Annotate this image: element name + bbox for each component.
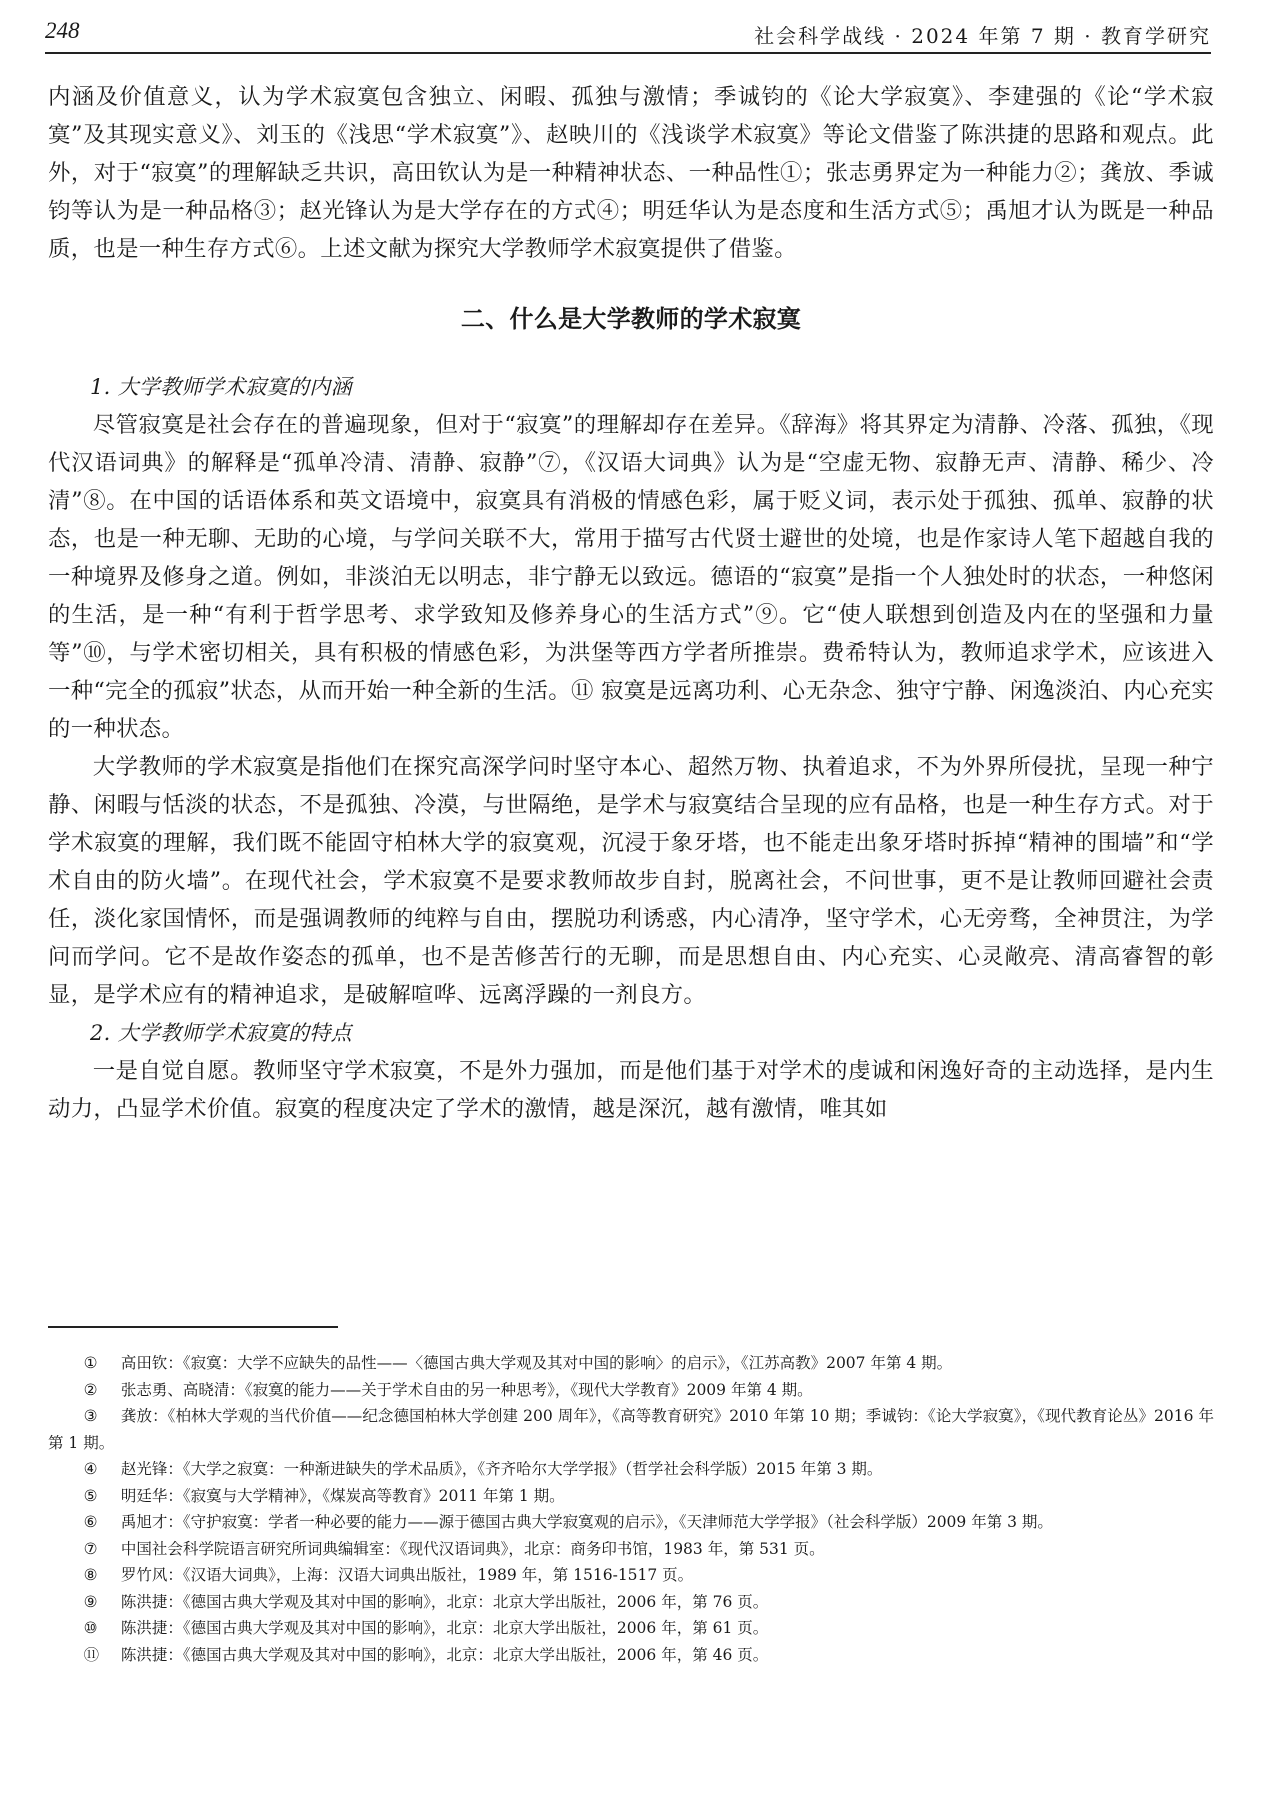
footnote — [48, 1483, 1214, 1510]
page-number: 248 — [45, 18, 80, 43]
footnote-text: 陈洪捷：《德国古典大学观及其对中国的影响》，北京：北京大学出版社，2006 年，第 61 页。 — [120, 1619, 769, 1637]
paragraph: 尽管寂寞是社会存在的普遍现象，但对于“寂寞”的理解却存在差异。《辞海》将其界定为清静、冷落、孤独，《现代汉语词典》的解释是“孤单冷清、清静、寂静”⑦，《汉语大词典》认为是“空虚无物、寂静无声、清静、稀少、冷清”⑧。在中国的话语体系和英文语境中，寂寞具有消极的情感色彩，属于贬义词，表示处于孤独、孤单、寂静的状态，也是一种无聊、无助的心境，与学问关联不大，常用于描写古代贤士避世的处境，也是作家诗人笔下超越自我的一种境界及修身之道。例如，非淡泊无以明志，非宁静无以致远。德语的“寂寞”是指一个人独处时的状态，一种悠闲的生活，是一种“有利于哲学思考、求学致知及修养身心的生活方式”⑨。它“使人联想到创造及内在的坚强和力量等”⑩，与学术密切相关，具有积极的情感色彩，为洪堡等西方学者所推崇。费希特认为，教师追求学术，应该进入一种“完全的孤寂”状态，从而开始一种全新的生活。⑪ 寂寞是远离功利、心无杂念、独守宁静、闲逸淡泊、内心充实的一种状态。 — [48, 412, 1214, 742]
footnote-text: 禹旭才：《守护寂寞：学者一种必要的能力——源于德国古典大学寂寞观的启示》，《天津师范大学学报》（社会科学版）2009 年第 3 期。 — [120, 1513, 1053, 1531]
running-header — [45, 12, 1211, 54]
footnote-text: 赵光锋：《大学之寂寞：一种渐进缺失的学术品质》，《齐齐哈尔大学学报》（哲学社会科学版）2015 年第 3 期。 — [120, 1460, 883, 1478]
footnote — [48, 1562, 1214, 1589]
footnote-text: 中国社会科学院语言研究所词典编辑室：《现代汉语词典》，北京：商务印书馆，1983 年，第 531 页。 — [120, 1539, 825, 1558]
footnote-marker: ⑦ — [83, 1539, 98, 1558]
main-text — [48, 78, 1214, 1128]
footnote-separator — [48, 1326, 338, 1328]
footnote-marker: ⑥ — [83, 1513, 98, 1531]
footnote — [48, 1403, 1214, 1456]
footnote-text: 高田钦：《寂寞：大学不应缺失的品性——〈德国古典大学观及其对中国的影响〉的启示》，《江苏高教》2007 年第 4 期。 — [120, 1354, 953, 1372]
footnote-marker: ⑨ — [83, 1592, 98, 1611]
subsection-heading: 2. 大学教师学术寂寞的特点 — [90, 1021, 352, 1045]
footnote — [48, 1509, 1214, 1536]
footnote-text: 罗竹风：《汉语大词典》，上海：汉语大词典出版社，1989 年，第 1516-1517 页。 — [120, 1566, 694, 1584]
section-title: 二、什么是大学教师的学术寂寞 — [460, 305, 802, 333]
footnote-marker: ② — [83, 1380, 98, 1399]
footnote — [48, 1377, 1214, 1404]
footnote-text: 陈洪捷：《德国古典大学观及其对中国的影响》，北京：北京大学出版社，2006 年，第 46 页。 — [120, 1645, 769, 1664]
footnote — [48, 1456, 1214, 1483]
subsection-heading: 1. 大学教师学术寂寞的内涵 — [90, 375, 352, 399]
footnote — [48, 1642, 1214, 1669]
footnote-marker: ① — [83, 1354, 98, 1372]
footnote-marker: ⑧ — [83, 1566, 98, 1584]
footnote-text: 明廷华：《寂寞与大学精神》，《煤炭高等教育》2011 年第 1 期。 — [120, 1486, 565, 1505]
footnote-text: 张志勇、高晓清：《寂寞的能力——关于学术自由的另一种思考》，《现代大学教育》2009 年第 4 期。 — [120, 1380, 813, 1399]
footnote-text: 龚放：《柏林大学观的当代价值——纪念德国柏林大学创建 200 周年》，《高等教育研究》2010 年第 10 期；季诚钧：《论大学寂寞》，《现代教育论丛》2016 年第 1 期。 — [48, 1407, 1214, 1452]
footnote — [48, 1350, 1214, 1377]
footnote-marker: ⑪ — [83, 1645, 100, 1664]
paragraph: 大学教师的学术寂寞是指他们在探究高深学问时坚守本心、超然万物、执着追求，不为外界所侵扰，呈现一种宁静、闲暇与恬淡的状态，不是孤独、冷漠，与世隔绝，是学术与寂寞结合呈现的应有品格，也是一种生存方式。对于学术寂寞的理解，我们既不能固守柏林大学的寂寞观，沉浸于象牙塔，也不能走出象牙塔时拆掉“精神的围墙”和“学术自由的防火墙”。在现代社会，学术寂寞不是要求教师故步自封，脱离社会，不问世事，更不是让教师回避社会责任，淡化家国情怀，而是强调教师的纯粹与自由，摆脱功利诱惑，内心清净，坚守学术，心无旁骛，全神贯注，为学问而学问。它不是故作姿态的孤单，也不是苦修苦行的无聊，而是思想自由、内心充实、心灵敞亮、清高睿智的彰显，是学术应有的精神追求，是破解喧哗、远离浮躁的一剂良方。 — [48, 754, 1214, 1008]
footnote-marker: ⑤ — [83, 1486, 98, 1505]
footnote-text: 陈洪捷：《德国古典大学观及其对中国的影响》，北京：北京大学出版社，2006 年，第 76 页。 — [120, 1592, 769, 1611]
journal-title: 社会科学战线 · 2024 年第 7 期 · 教育学研究 — [754, 24, 1211, 48]
paragraph: 一是自觉自愿。教师坚守学术寂寞，不是外力强加，而是他们基于对学术的虔诚和闲逸好奇的主动选择，是内生动力，凸显学术价值。寂寞的程度决定了学术的激情，越是深沉，越有激情，唯其如 — [48, 1058, 1214, 1122]
footnote — [48, 1589, 1214, 1616]
footnote — [48, 1536, 1214, 1563]
footnote — [48, 1615, 1214, 1642]
footnote-marker: ④ — [83, 1460, 98, 1478]
paragraph: 内涵及价值意义，认为学术寂寞包含独立、闲暇、孤独与激情；季诚钧的《论大学寂寞》、李建强的《论“学术寂寞”及其现实意义》、刘玉的《浅思“学术寂寞”》、赵映川的《浅谈学术寂寞》等论文借鉴了陈洪捷的思路和观点。此外，对于“寂寞”的理解缺乏共识，高田钦认为是一种精神状态、一种品性①；张志勇界定为一种能力②；龚放、季诚钧等认为是一种品格③；赵光锋认为是大学存在的方式④；明廷华认为是态度和生活方式⑤；禹旭才认为既是一种品质，也是一种生存方式⑥。上述文献为探究大学教师学术寂寞提供了借鉴。 — [48, 84, 1214, 262]
footnote-marker: ③ — [83, 1407, 98, 1425]
footnote-marker: ⑩ — [83, 1619, 98, 1637]
footnotes — [48, 1350, 1214, 1668]
